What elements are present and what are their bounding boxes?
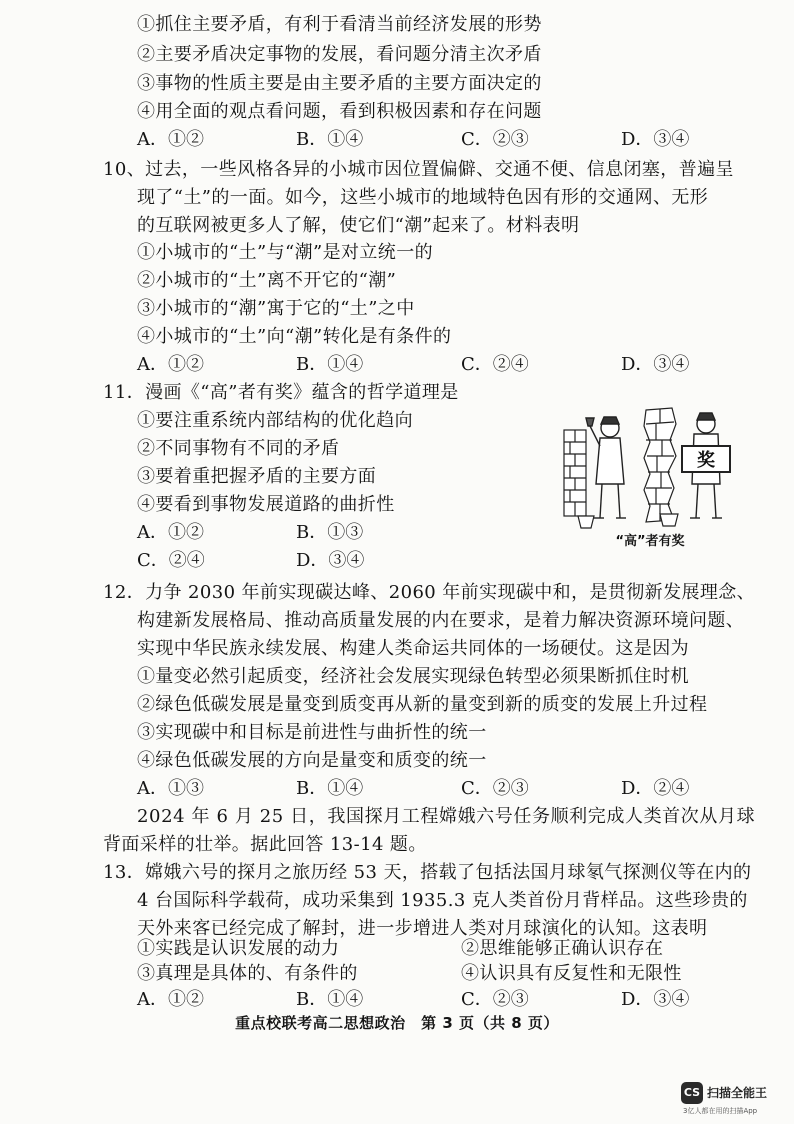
q13-option-b: B．①④ [296,989,364,1010]
q11-item-4: ④要看到事物发展道路的曲折性 [137,494,395,515]
q11-item-1: ①要注重系统内部结构的优化趋向 [137,410,413,431]
q9-option-d: D．③④ [621,129,690,150]
q13-option-d: D．③④ [621,989,690,1010]
q13-option-c: C．②③ [461,989,529,1010]
q13-item-3: ③真理是具体的、有条件的 [137,963,358,984]
q9-item-3: ③事物的性质主要是由主要矛盾的主要方面决定的 [137,73,542,94]
intro-line-2: 背面采样的壮举。据此回答 13-14 题。 [103,834,427,855]
page-footer: 重点校联考高二思想政治 第 3 页（共 8 页） [235,1014,559,1032]
q10-option-d: D．③④ [621,354,690,375]
q12-item-2: ②绿色低碳发展是量变到质变再从新的量变到新的质变的发展上升过程 [137,694,708,715]
q12-option-d: D．②④ [621,778,690,799]
q10-stem-line-1: 10、过去，一些风格各异的小城市因位置偏僻、交通不便、信息闭塞，普遍呈 [103,159,734,180]
q13-stem-line-2: 4 台国际科学载荷，成功采集到 1935.3 克人类首份月背样品。这些珍贵的 [137,890,748,911]
q9-option-a: A．①② [137,129,204,150]
q13-item-1: ①实践是认识发展的动力 [137,938,340,959]
q12-option-c: C．②③ [461,778,529,799]
scanner-logo-icon: CS [681,1082,703,1104]
q10-item-1: ①小城市的“土”与“潮”是对立统一的 [137,242,434,263]
q11-stem: 11．漫画《“高”者有奖》蕴含的哲学道理是 [103,382,459,403]
q12-option-b: B．①④ [296,778,364,799]
q12-stem-line-2: 构建新发展格局、推动高质量发展的内在要求，是着力解决资源环境问题、 [137,610,745,631]
intro-line-1: 2024 年 6 月 25 日，我国探月工程嫦娥六号任务顺利完成人类首次从月球 [137,806,756,827]
q9-option-b: B．①④ [296,129,364,150]
cartoon-caption: “高”者有奖 [615,534,685,549]
q10-option-b: B．①④ [296,354,364,375]
q13-stem-line-1: 13．嫦娥六号的探月之旅历经 53 天，搭载了包括法国月球氡气探测仪等在内的 [103,862,752,883]
q10-item-4: ④小城市的“土”向“潮”转化是有条件的 [137,326,452,347]
q11-option-d: D．③④ [296,550,365,571]
q13-option-a: A．①② [137,989,204,1010]
q9-item-2: ②主要矛盾决定事物的发展，看问题分清主次矛盾 [137,44,542,65]
q12-item-1: ①量变必然引起质变，经济社会发展实现绿色转型必须果断抓住时机 [137,666,689,687]
q11-option-c: C．②④ [137,550,205,571]
q10-option-c: C．②④ [461,354,529,375]
q10-stem-line-2: 现了“土”的一面。如今，这些小城市的地域特色因有形的交通网、无形 [137,187,709,208]
cartoon-illustration [560,406,740,530]
q11-option-b: B．①③ [296,522,364,543]
scanner-tagline: 3亿人都在用的扫描App [683,1107,758,1115]
q10-item-2: ②小城市的“土”离不开它的“潮” [137,270,397,291]
q12-option-a: A．①③ [137,778,204,799]
q10-option-a: A．①② [137,354,204,375]
q12-stem-line-3: 实现中华民族永续发展、构建人类命运共同体的一场硬仗。这是因为 [137,638,689,659]
scanner-brand-name: 扫描全能王 [707,1086,768,1100]
q11-option-a: A．①② [137,522,204,543]
q12-stem-line-1: 12．力争 2030 年前实现碳达峰、2060 年前实现碳中和，是贯彻新发展理念、 [103,582,756,603]
q11-item-2: ②不同事物有不同的矛盾 [137,438,340,459]
q9-option-c: C．②③ [461,129,529,150]
cartoon-sign-text: 奖 [697,450,715,471]
q12-item-4: ④绿色低碳发展的方向是量变和质变的统一 [137,750,487,771]
q11-item-3: ③要着重把握矛盾的主要方面 [137,466,377,487]
q9-item-1: ①抓住主要矛盾，有利于看清当前经济发展的形势 [137,14,542,35]
q13-item-4: ④认识具有反复性和无限性 [461,963,682,984]
q13-stem-line-3: 天外来客已经完成了解封，进一步增进人类对月球演化的认知。这表明 [137,918,708,939]
q12-item-3: ③实现碳中和目标是前进性与曲折性的统一 [137,722,487,743]
q10-item-3: ③小城市的“潮”寓于它的“土”之中 [137,298,415,319]
scanner-watermark [681,1082,791,1116]
q10-stem-line-3: 的互联网被更多人了解，使它们“潮”起来了。材料表明 [137,215,580,236]
q9-item-4: ④用全面的观点看问题，看到积极因素和存在问题 [137,101,542,122]
q13-item-2: ②思维能够正确认识存在 [461,938,664,959]
